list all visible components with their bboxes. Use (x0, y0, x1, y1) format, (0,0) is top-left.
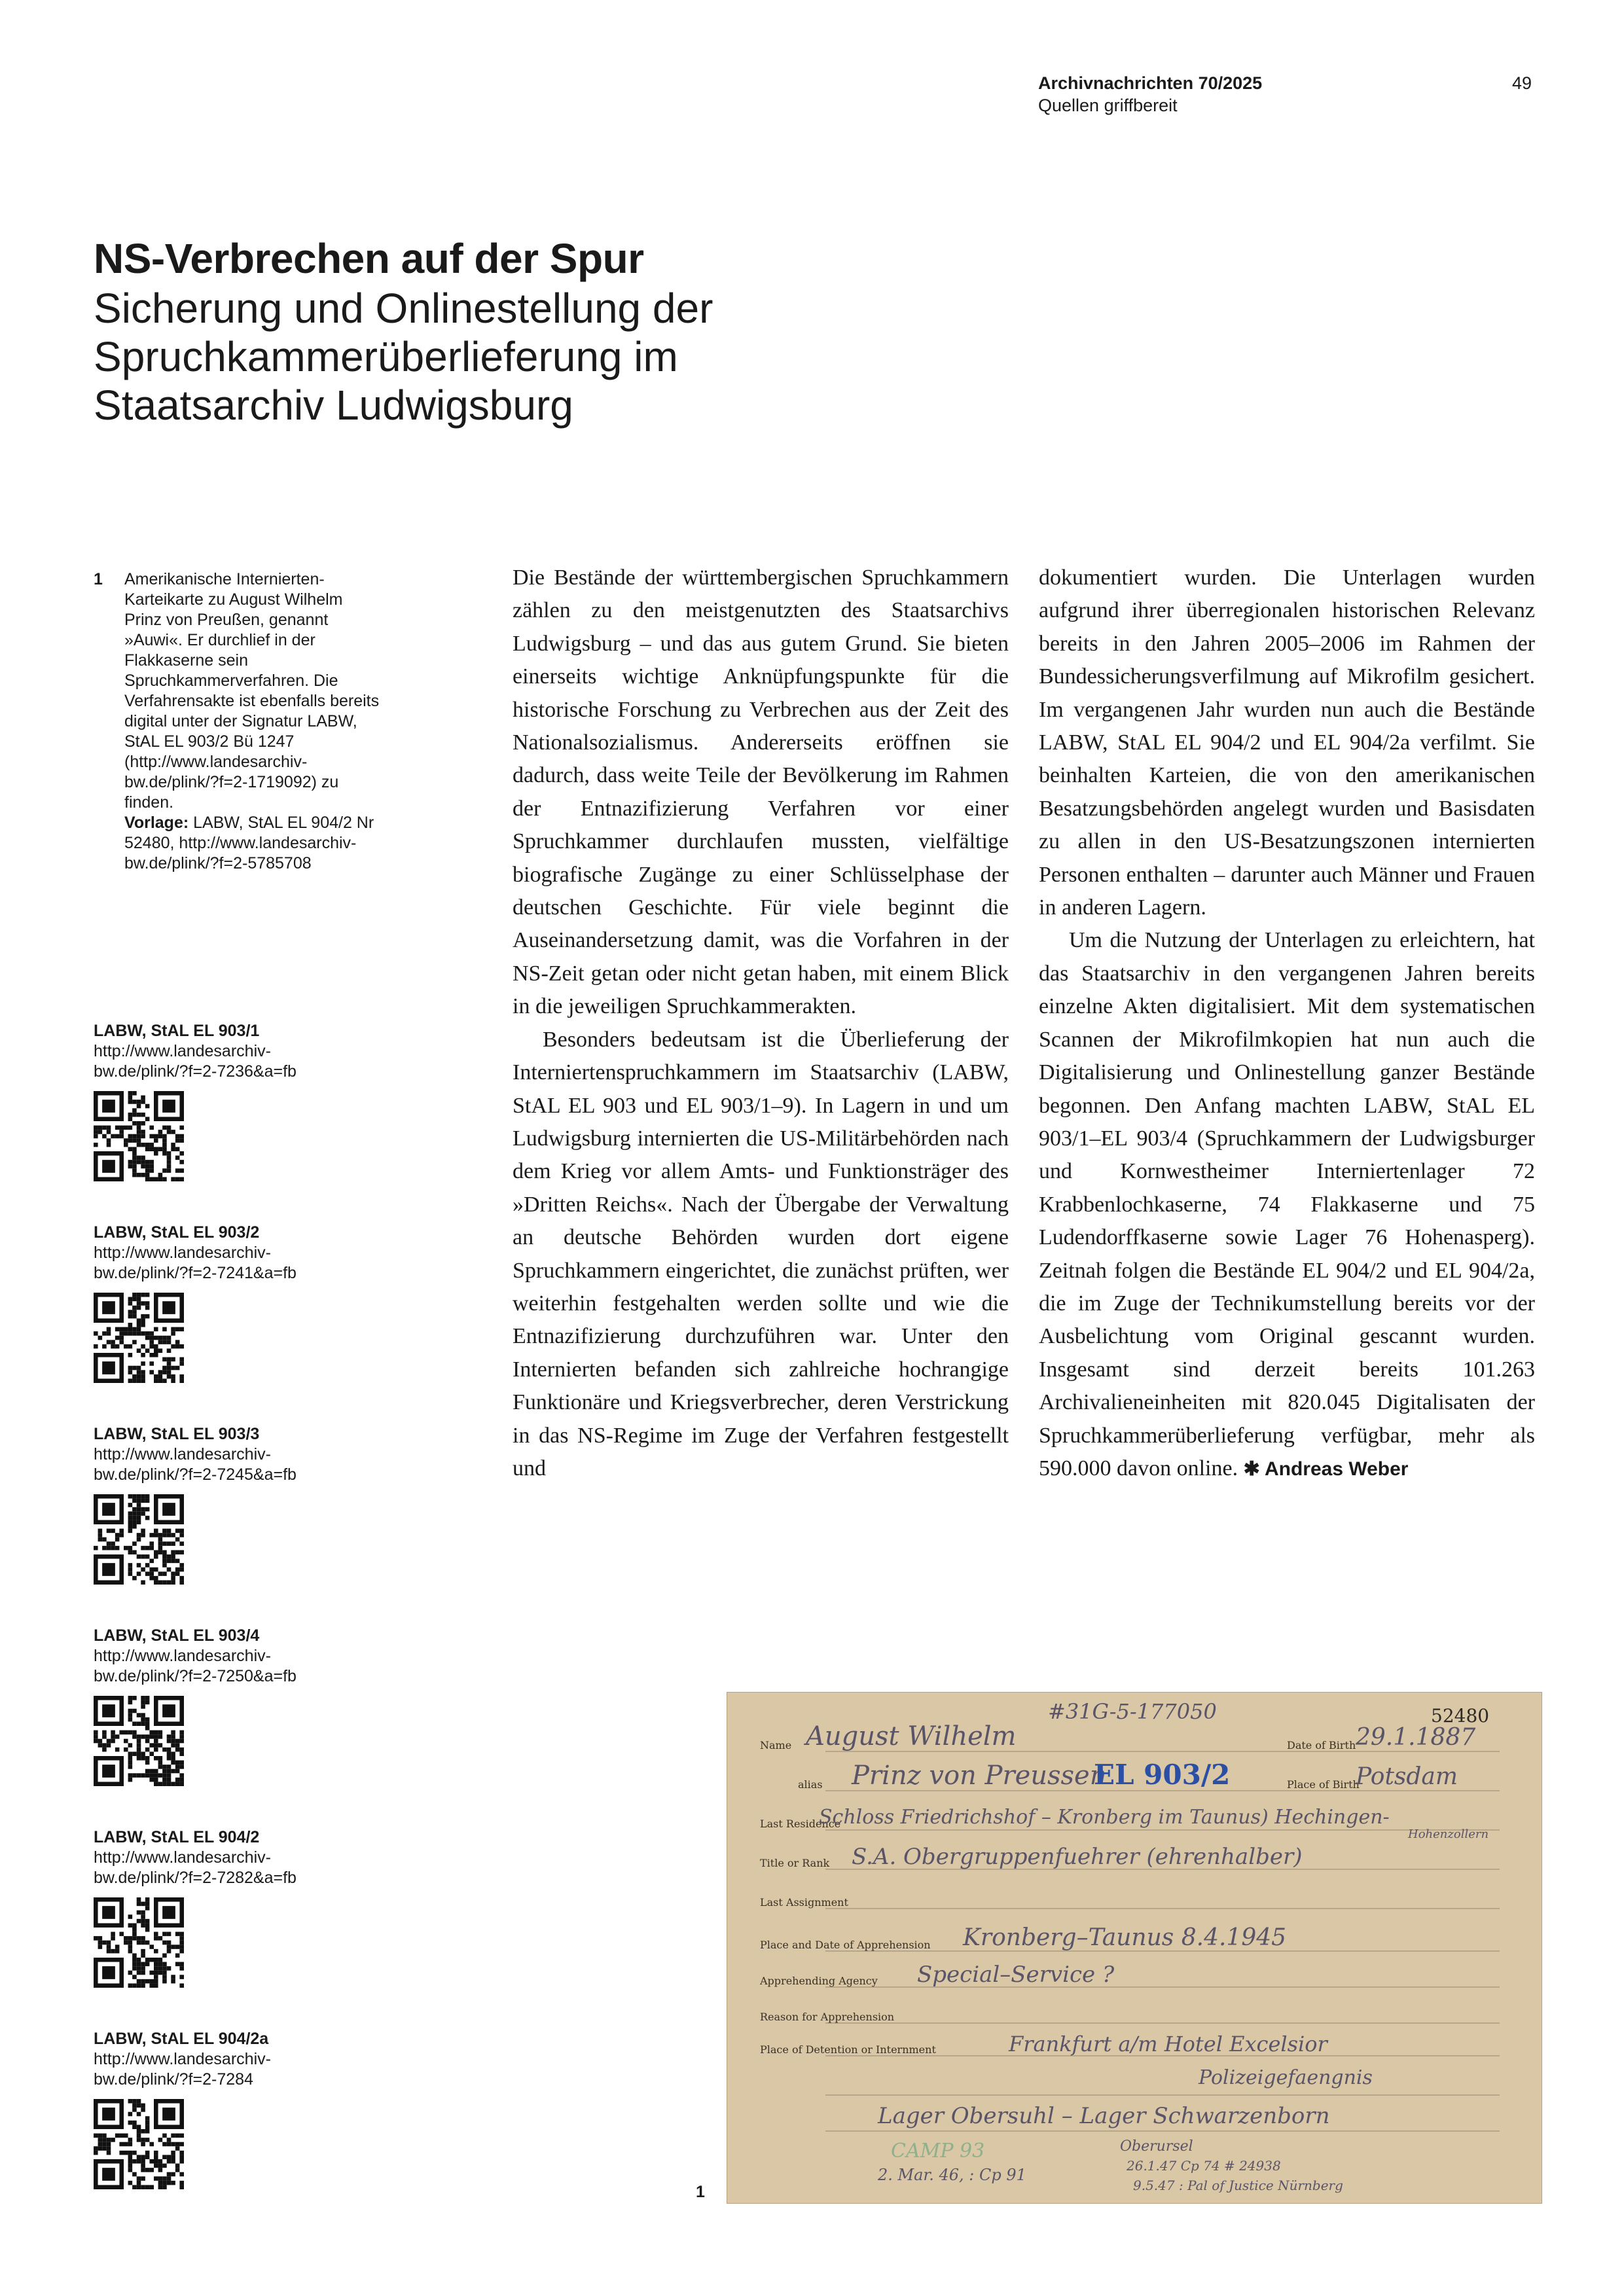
card-hand-note-1: Oberursel (1120, 2138, 1193, 2155)
article-subtitle: Sicherung und Onlinestellung der Spruchkammerüberlieferung im Staatsarchiv Ludwigsburg (94, 285, 713, 429)
card-hand-name: August Wilhelm (806, 1721, 1017, 1751)
qr-link-url[interactable]: http://www.landesarchiv- (94, 1244, 271, 1262)
card-label-title: Title or Rank (760, 1857, 830, 1869)
qr-link-title: LABW, StAL EL 903/1 (94, 1022, 260, 1040)
qr-code-icon[interactable] (94, 1494, 184, 1585)
qr-link-title: LABW, StAL EL 904/2a (94, 2030, 269, 2048)
qr-link-url[interactable]: http://www.landesarchiv- (94, 1647, 271, 1665)
card-stamp-el: EL 903/2 (1094, 1759, 1231, 1791)
card-hand-residence-note: Hohenzollern (1408, 1827, 1489, 1841)
qr-link-url[interactable]: bw.de/plink/?f=2-7250&a=fb (94, 1667, 297, 1685)
qr-link-block (94, 2029, 382, 2189)
card-hand-alias: Prinz von Preussen (852, 1761, 1107, 1791)
card-label-agency: Apprehending Agency (760, 1975, 878, 1987)
card-label-reason: Reason for Apprehension (760, 2011, 895, 2023)
qr-link-title: LABW, StAL EL 903/4 (94, 1626, 260, 1645)
qr-link-block (94, 1827, 382, 1988)
card-hand-note-2: 2. Mar. 46, : Cp 91 (878, 2166, 1026, 2184)
author-name: Andreas Weber (1264, 1458, 1409, 1480)
caption-text: Amerikanische Internierten-Karteikarte zu August Wilhelm Prinz von Preußen, genannt »Auwi«. Er durchlief in der Flakkaserne sein Spruchkammerverfahren. Die Verfahrensakte ist ebenfalls bereits digital unter der Signatur LABW, StAL EL 903/2 Bü 1247 (http://www.landesarchiv-bw.de/plink/?f=2-1719092) zu finden. (124, 570, 380, 812)
body-paragraph: dokumentiert wurden. Die Unterlagen wurden aufgrund ihrer überregionalen historischen Relevanz bereits in den Jahren 2005–2006 im Rahmen der Bundessicherungsverfilmung auf Mikrofilm gesichert. Im vergangenen Jahr wurden nun auch die Bestände LABW, StAL EL 904/2 und EL 904/2a verfilmt. Sie beinhalten Karteien, die von den amerikanischen Besatzungsbehörden angelegt wurden und Basisdaten zu allen in den US-Besatzungszonen internierten Personen enthalten – darunter auch Männer und Frauen in anderen Lagern. (1039, 565, 1535, 920)
card-hand-agency: Special–Service ? (917, 1962, 1115, 1988)
author-mark-icon: ✱ (1243, 1458, 1260, 1480)
card-hand-card-number: 52480 (1431, 1705, 1490, 1727)
caption-source-text: LABW, StAL EL 904/2 Nr 52480, http://www.landesarchiv-bw.de/plink/?f=2-5785708 (124, 814, 374, 872)
page-number: 49 (1512, 73, 1532, 93)
card-hand-pob: Potsdam (1356, 1763, 1458, 1790)
qr-link-block (94, 1424, 382, 1585)
card-hand-apprehension: Kronberg–Taunus 8.4.1945 (963, 1924, 1287, 1951)
qr-link-block (94, 1021, 382, 1181)
card-hand-detention-2: Polizeigefaengnis (1199, 2066, 1373, 2089)
caption-source-label: Vorlage: (124, 814, 189, 832)
card-camp-stamp: CAMP 93 (891, 2140, 985, 2162)
card-label-alias: alias (798, 1778, 823, 1791)
internment-card-drawing (727, 1693, 1542, 2203)
qr-link-block (94, 1626, 382, 1786)
qr-link-url[interactable]: http://www.landesarchiv- (94, 2050, 271, 2068)
qr-link-url[interactable]: bw.de/plink/?f=2-7236&a=fb (94, 1062, 297, 1081)
body-paragraph: Besonders bedeutsam ist die Überlieferung der Interniertenspruchkammern im Staatsarchiv (LABW, StAL EL 903 und EL 903/1–9). In Lagern in und um Ludwigsburg internierten die US-Militärbehörden nach dem Krieg vor allem Amts- und Funktionsträger des »Dritten Reichs«. Nach der Übergabe der Verwaltung an deutsche Behörden wurden dort eigene Spruchkammern eingerichtet, die zunächst prüften, wer weiterhin festgehalten werden sollte und wie die Entnazifizierung durchzuführen war. Unter den Internierten befanden sich zahlreiche hochrangige Funktionäre und Kriegsverbrecher, deren Verstrickung in das NS-Regime im Zuge der Verfahren festgestellt und (513, 1027, 1009, 1480)
body-paragraph: Die Bestände der württembergischen Spruchkammern zählen zu den meistgenutzten des Staatsarchivs Ludwigsburg – und das aus gutem Grund. Sie bieten einerseits wichtige Anknüpfungspunkte für die historische Forschung zu Verbrechen aus der Zeit des Nationalsozialismus. Andererseits eröffnen sie dadurch, dass weite Teile der Bevölkerung im Rahmen der Entnazifizierung Verfahren vor einer Spruchkammer durchlaufen mussten, vielfältige biografische Zugänge zu einer Schlüsselphase der deutschen Geschichte. Für viele beginnt die Auseinandersetzung damit, was die Vorfahren in der NS-Zeit getan oder nicht getan haben, mit einem Blick in die jeweiligen Spruchkammerakten. (513, 565, 1009, 1019)
qr-link-url[interactable]: http://www.landesarchiv- (94, 1848, 271, 1867)
card-label-assignment: Last Assignment (760, 1896, 848, 1909)
body-paragraph: Um die Nutzung der Unterlagen zu erleichtern, hat das Staatsarchiv in den vergangenen Jahren bereits einzelne Akten digitalisiert. Mit dem systematischen Scannen der Mikrofilmkopien hat nun auch die Digitalisierung und Onlinestellung ganzer Bestände begonnen. Den Anfang machten LABW, StAL EL 903/1–EL 903/4 (Spruchkammern der Ludwigsburger und Kornwestheimer Interniertenlager 72 Krabbenlochkaserne, 74 Flakkaserne und 75 Ludendorffkaserne sowie Lager 76 Hohenasperg). Zeitnah folgen die Bestände EL 904/2 und EL 904/2a, die im Zuge der Technikumstellung bereits vor der Ausbelichtung vom Original gescannt wurden. Insgesamt sind derzeit bereits 101.263 Archivalieneinheiten mit 820.045 Digitalisaten der Spruchkammerüberlieferung verfügbar, mehr als 590.000 davon online. (1039, 928, 1535, 1480)
card-label-dob: Date of Birth (1287, 1739, 1356, 1751)
caption-number: 1 (94, 570, 103, 588)
card-hand-dob: 29.1.1887 (1356, 1724, 1476, 1751)
card-label-detention: Place of Detention or Internment (760, 2043, 936, 2056)
qr-link-url[interactable]: bw.de/plink/?f=2-7282&a=fb (94, 1869, 297, 1887)
qr-link-title: LABW, StAL EL 904/2 (94, 1828, 260, 1846)
qr-code-icon[interactable] (94, 1696, 184, 1786)
journal-issue: Archivnachrichten 70/2025 (1038, 73, 1263, 93)
section-name: Quellen griffbereit (1038, 96, 1178, 115)
card-hand-rank: S.A. Obergruppenfuehrer (ehrenhalber) (852, 1844, 1303, 1870)
qr-code-icon[interactable] (94, 2099, 184, 2189)
figure-number: 1 (696, 2183, 705, 2201)
qr-link-block (94, 1223, 382, 1383)
card-hand-detention-1: Frankfurt a/m Hotel Excelsior (1009, 2032, 1327, 2056)
qr-link-url[interactable]: bw.de/plink/?f=2-7284 (94, 2070, 253, 2089)
card-label-pob: Place of Birth (1287, 1778, 1360, 1791)
card-hand-detention-3: Lager Obersuhl – Lager Schwarzenborn (878, 2103, 1330, 2129)
article-title: NS-Verbrechen auf der Spur (94, 235, 644, 282)
qr-link-url[interactable]: bw.de/plink/?f=2-7241&a=fb (94, 1264, 297, 1282)
qr-code-icon[interactable] (94, 1091, 184, 1181)
body-column-right (1039, 562, 1535, 1486)
body-column-left (513, 562, 1009, 1485)
internment-card-image (727, 1692, 1542, 2204)
card-hand-note-3: 26.1.47 Cp 74 # 24938 (1127, 2158, 1281, 2174)
qr-link-title: LABW, StAL EL 903/2 (94, 1223, 260, 1242)
card-hand-note-4: 9.5.47 : Pal of Justice Nürnberg (1133, 2178, 1343, 2193)
card-hand-top-number: #31G-5-177050 (1048, 1699, 1217, 1724)
card-label-residence: Last Residence (760, 1818, 841, 1830)
card-label-apprehension: Place and Date of Apprehension (760, 1939, 931, 1951)
qr-link-url[interactable]: http://www.landesarchiv- (94, 1042, 271, 1060)
qr-link-url[interactable]: bw.de/plink/?f=2-7245&a=fb (94, 1465, 297, 1484)
qr-link-url[interactable]: http://www.landesarchiv- (94, 1445, 271, 1463)
qr-link-title: LABW, StAL EL 903/3 (94, 1425, 260, 1443)
figure-caption (94, 569, 382, 874)
qr-code-icon[interactable] (94, 1293, 184, 1383)
card-label-name: Name (760, 1739, 792, 1751)
qr-code-icon[interactable] (94, 1897, 184, 1988)
card-hand-residence: Schloss Friedrichshof – Kronberg im Taunus) Hechingen- (819, 1806, 1390, 1829)
